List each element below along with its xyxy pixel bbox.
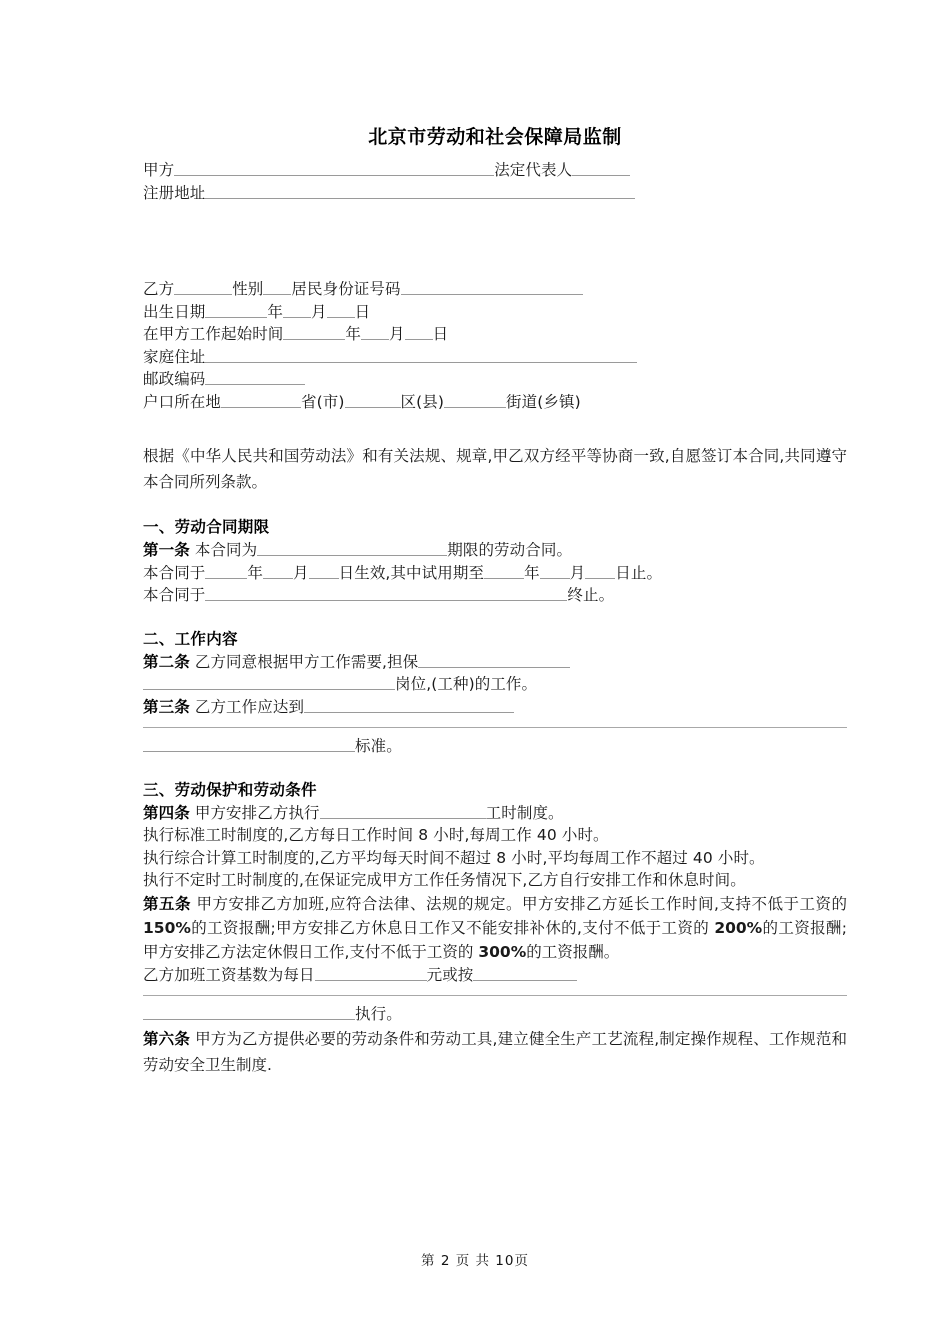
gender-label: 性别 bbox=[232, 280, 264, 298]
household-province-input[interactable] bbox=[221, 392, 301, 408]
article-2-text-before: 乙方同意根据甲方工作需要,担保 bbox=[194, 652, 419, 671]
home-address-label: 家庭住址 bbox=[143, 347, 206, 366]
article-3-number: 第三条 bbox=[143, 697, 190, 716]
job-post-input-2[interactable] bbox=[143, 674, 395, 690]
spacer bbox=[143, 204, 847, 246]
registered-address-label: 注册地址 bbox=[143, 183, 206, 202]
spacer bbox=[143, 758, 847, 778]
gender-input[interactable] bbox=[263, 279, 291, 295]
article-3-continued bbox=[143, 735, 847, 758]
postal-code-line bbox=[143, 368, 847, 391]
id-number-label: 居民身份证号码 bbox=[291, 280, 401, 298]
effective-year-input[interactable] bbox=[205, 563, 247, 579]
section-heading-2: 二、工作内容 bbox=[143, 629, 238, 648]
spacer bbox=[143, 996, 847, 1003]
year-label: 年 bbox=[267, 302, 284, 321]
home-address-input[interactable] bbox=[205, 347, 637, 363]
work-standard-input-1[interactable] bbox=[304, 697, 514, 713]
spacer bbox=[143, 495, 847, 515]
spacer bbox=[143, 986, 847, 995]
document-body bbox=[143, 0, 847, 1078]
article-5-seg1: 甲方安排乙方加班,应符合法律、法规的规定。甲方安排乙方延长工作时间,支持不低于工资的 bbox=[196, 894, 847, 913]
birth-date-label: 出生日期 bbox=[143, 302, 206, 321]
article-5-seg4: 的工资报酬。 bbox=[526, 942, 620, 961]
household-district-input[interactable] bbox=[345, 392, 401, 408]
article-5-seg2: 的工资报酬;甲方安排乙方休息日工作又不能安排补休的,支付不低于工资的 bbox=[190, 918, 715, 937]
probation-year-input[interactable] bbox=[484, 563, 524, 579]
start-day-input[interactable] bbox=[405, 324, 433, 340]
spacer bbox=[143, 718, 847, 727]
termination-input[interactable] bbox=[205, 585, 567, 601]
legal-rep-label: 法定代表人 bbox=[494, 161, 573, 179]
start-work-label: 在甲方工作起始时间 bbox=[143, 325, 284, 343]
article-4-text-before: 甲方安排乙方执行 bbox=[194, 803, 320, 822]
article-2-line bbox=[143, 651, 847, 674]
overtime-base-before: 乙方加班工资基数为每日 bbox=[143, 965, 315, 984]
article-5-seg3: 的工资报酬;甲方安排乙方法定休假日工作,支付不低于工资的 bbox=[143, 918, 847, 961]
day-label: 日 bbox=[354, 302, 371, 321]
footer-page-unit: 页 bbox=[455, 1253, 471, 1269]
article-6-number: 第六条 bbox=[143, 1029, 190, 1048]
registered-address-input[interactable] bbox=[205, 183, 635, 199]
spacer bbox=[143, 150, 847, 159]
footer-total-unit: 页 bbox=[514, 1253, 529, 1269]
article-6-text: 甲方为乙方提供必要的劳动条件和劳动工具,建立健全生产工艺流程,制定操作规程、工作规范和劳动安全卫生制度. bbox=[143, 1029, 847, 1074]
party-b-input[interactable] bbox=[174, 279, 232, 295]
effective-p4: 日生效,其中试用期至 bbox=[338, 563, 485, 582]
birth-year-input[interactable] bbox=[205, 302, 267, 318]
effective-p6: 月 bbox=[569, 563, 586, 582]
article-4-text-after: 工时制度。 bbox=[485, 803, 564, 822]
article-4-line bbox=[143, 802, 847, 825]
overtime-rate-200: 200% bbox=[714, 918, 763, 937]
spacer bbox=[143, 413, 847, 443]
party-b-line bbox=[143, 278, 847, 301]
section-heading-1: 一、劳动合同期限 bbox=[143, 518, 270, 536]
spacer bbox=[143, 728, 847, 735]
overtime-base-mid: 元或按 bbox=[426, 965, 474, 984]
termination-p1: 本合同于 bbox=[143, 586, 206, 604]
effective-p3: 月 bbox=[293, 563, 309, 582]
page-footer bbox=[0, 1249, 950, 1269]
overtime-base-after: 执行。 bbox=[355, 1005, 402, 1023]
article-1-text-after: 期限的劳动合同。 bbox=[447, 541, 573, 559]
spacer bbox=[143, 607, 847, 627]
day-label: 日 bbox=[432, 325, 449, 343]
preamble-paragraph: 根据《中华人民共和国劳动法》和有关法规、规章,甲乙双方经平等协商一致,自愿签订本合同,共同遵守本合同所列条款。 bbox=[143, 447, 847, 491]
article-3-line bbox=[143, 696, 847, 719]
birth-day-input[interactable] bbox=[327, 302, 355, 318]
household-street-input[interactable] bbox=[444, 392, 506, 408]
footer-current-page: 2 bbox=[440, 1253, 451, 1269]
registered-address-line bbox=[143, 182, 847, 205]
effective-p1: 本合同于 bbox=[143, 563, 206, 582]
article-1-text-before: 本合同为 bbox=[194, 541, 258, 559]
working-hours-standard: 执行标准工时制度的,乙方每日工作时间 8 小时,每周工作 40 小时。 bbox=[143, 826, 609, 844]
job-post-input-1[interactable] bbox=[418, 652, 570, 668]
postal-code-label: 邮政编码 bbox=[143, 370, 206, 388]
working-hours-comprehensive: 执行综合计算工时制度的,乙方平均每天时间不超过 8 小时,平均每周工作不超过 40 小时。 bbox=[143, 848, 765, 867]
working-hours-flexible: 执行不定时工时制度的,在保证完成甲方工作任务情况下,乙方自行安排工作和休息时间。 bbox=[143, 871, 746, 889]
effective-day-input[interactable] bbox=[309, 563, 339, 579]
party-b-label: 乙方 bbox=[143, 280, 175, 298]
article-3-text-before: 乙方工作应达到 bbox=[194, 697, 305, 716]
household-line bbox=[143, 391, 847, 414]
probation-month-input[interactable] bbox=[540, 563, 570, 579]
termination-line bbox=[143, 584, 847, 607]
effective-p7: 日止。 bbox=[615, 563, 663, 582]
street-label: 街道(乡镇) bbox=[506, 392, 581, 411]
home-address-line bbox=[143, 346, 847, 369]
household-label: 户口所在地 bbox=[143, 392, 222, 411]
effective-p2: 年 bbox=[247, 563, 264, 582]
birth-month-input[interactable] bbox=[283, 302, 311, 318]
party-a-label: 甲方 bbox=[143, 161, 175, 179]
party-a-line bbox=[143, 159, 847, 182]
article-2-number: 第二条 bbox=[143, 652, 190, 671]
article-2-continued bbox=[143, 673, 847, 696]
working-hours-system-input[interactable] bbox=[320, 803, 486, 819]
article-3-text-after: 标准。 bbox=[355, 737, 402, 755]
overtime-base-input-3[interactable] bbox=[143, 1004, 355, 1020]
article-6-paragraph bbox=[143, 1026, 847, 1078]
effective-date-line bbox=[143, 562, 847, 585]
overtime-rate-150: 150% bbox=[143, 918, 191, 937]
article-2-text-after: 岗位,(工种)的工作。 bbox=[395, 675, 538, 693]
month-label: 月 bbox=[389, 325, 405, 343]
overtime-rate-300: 300% bbox=[478, 942, 527, 961]
work-standard-input-3[interactable] bbox=[143, 736, 355, 752]
start-year-input[interactable] bbox=[283, 324, 345, 340]
year-label: 年 bbox=[345, 325, 362, 343]
footer-total-pages: 10 bbox=[495, 1253, 515, 1269]
start-work-date-line bbox=[143, 323, 847, 346]
birth-date-line bbox=[143, 301, 847, 324]
article-1-number: 第一条 bbox=[143, 541, 190, 559]
district-label: 区(县) bbox=[400, 392, 445, 411]
probation-day-input[interactable] bbox=[585, 563, 615, 579]
legal-rep-input[interactable] bbox=[572, 160, 630, 176]
province-label: 省(市) bbox=[301, 392, 345, 411]
termination-p2: 终止。 bbox=[567, 586, 615, 604]
footer-total-prefix: 共 bbox=[475, 1253, 490, 1269]
spacer bbox=[143, 246, 847, 278]
postal-code-input[interactable] bbox=[205, 369, 305, 385]
article-4-number: 第四条 bbox=[143, 803, 190, 822]
party-a-input[interactable] bbox=[174, 160, 494, 176]
article-1-line bbox=[143, 539, 847, 562]
article-5-paragraph bbox=[143, 892, 847, 964]
contract-term-input[interactable] bbox=[257, 540, 447, 556]
overtime-base-continued bbox=[143, 1003, 847, 1026]
start-month-input[interactable] bbox=[361, 324, 389, 340]
overtime-base-line bbox=[143, 964, 847, 987]
effective-p5: 年 bbox=[524, 563, 540, 582]
effective-month-input[interactable] bbox=[263, 563, 293, 579]
page-title: 北京市劳动和社会保障局监制 bbox=[368, 126, 622, 148]
month-label: 月 bbox=[311, 302, 327, 321]
id-number-input[interactable] bbox=[401, 279, 583, 295]
section-heading-3: 三、劳动保护和劳动条件 bbox=[143, 780, 317, 799]
overtime-base-alt-input[interactable] bbox=[473, 965, 577, 981]
footer-prefix: 第 bbox=[421, 1253, 436, 1269]
article-5-number: 第五条 bbox=[143, 894, 192, 913]
overtime-base-amount-input[interactable] bbox=[315, 965, 427, 981]
